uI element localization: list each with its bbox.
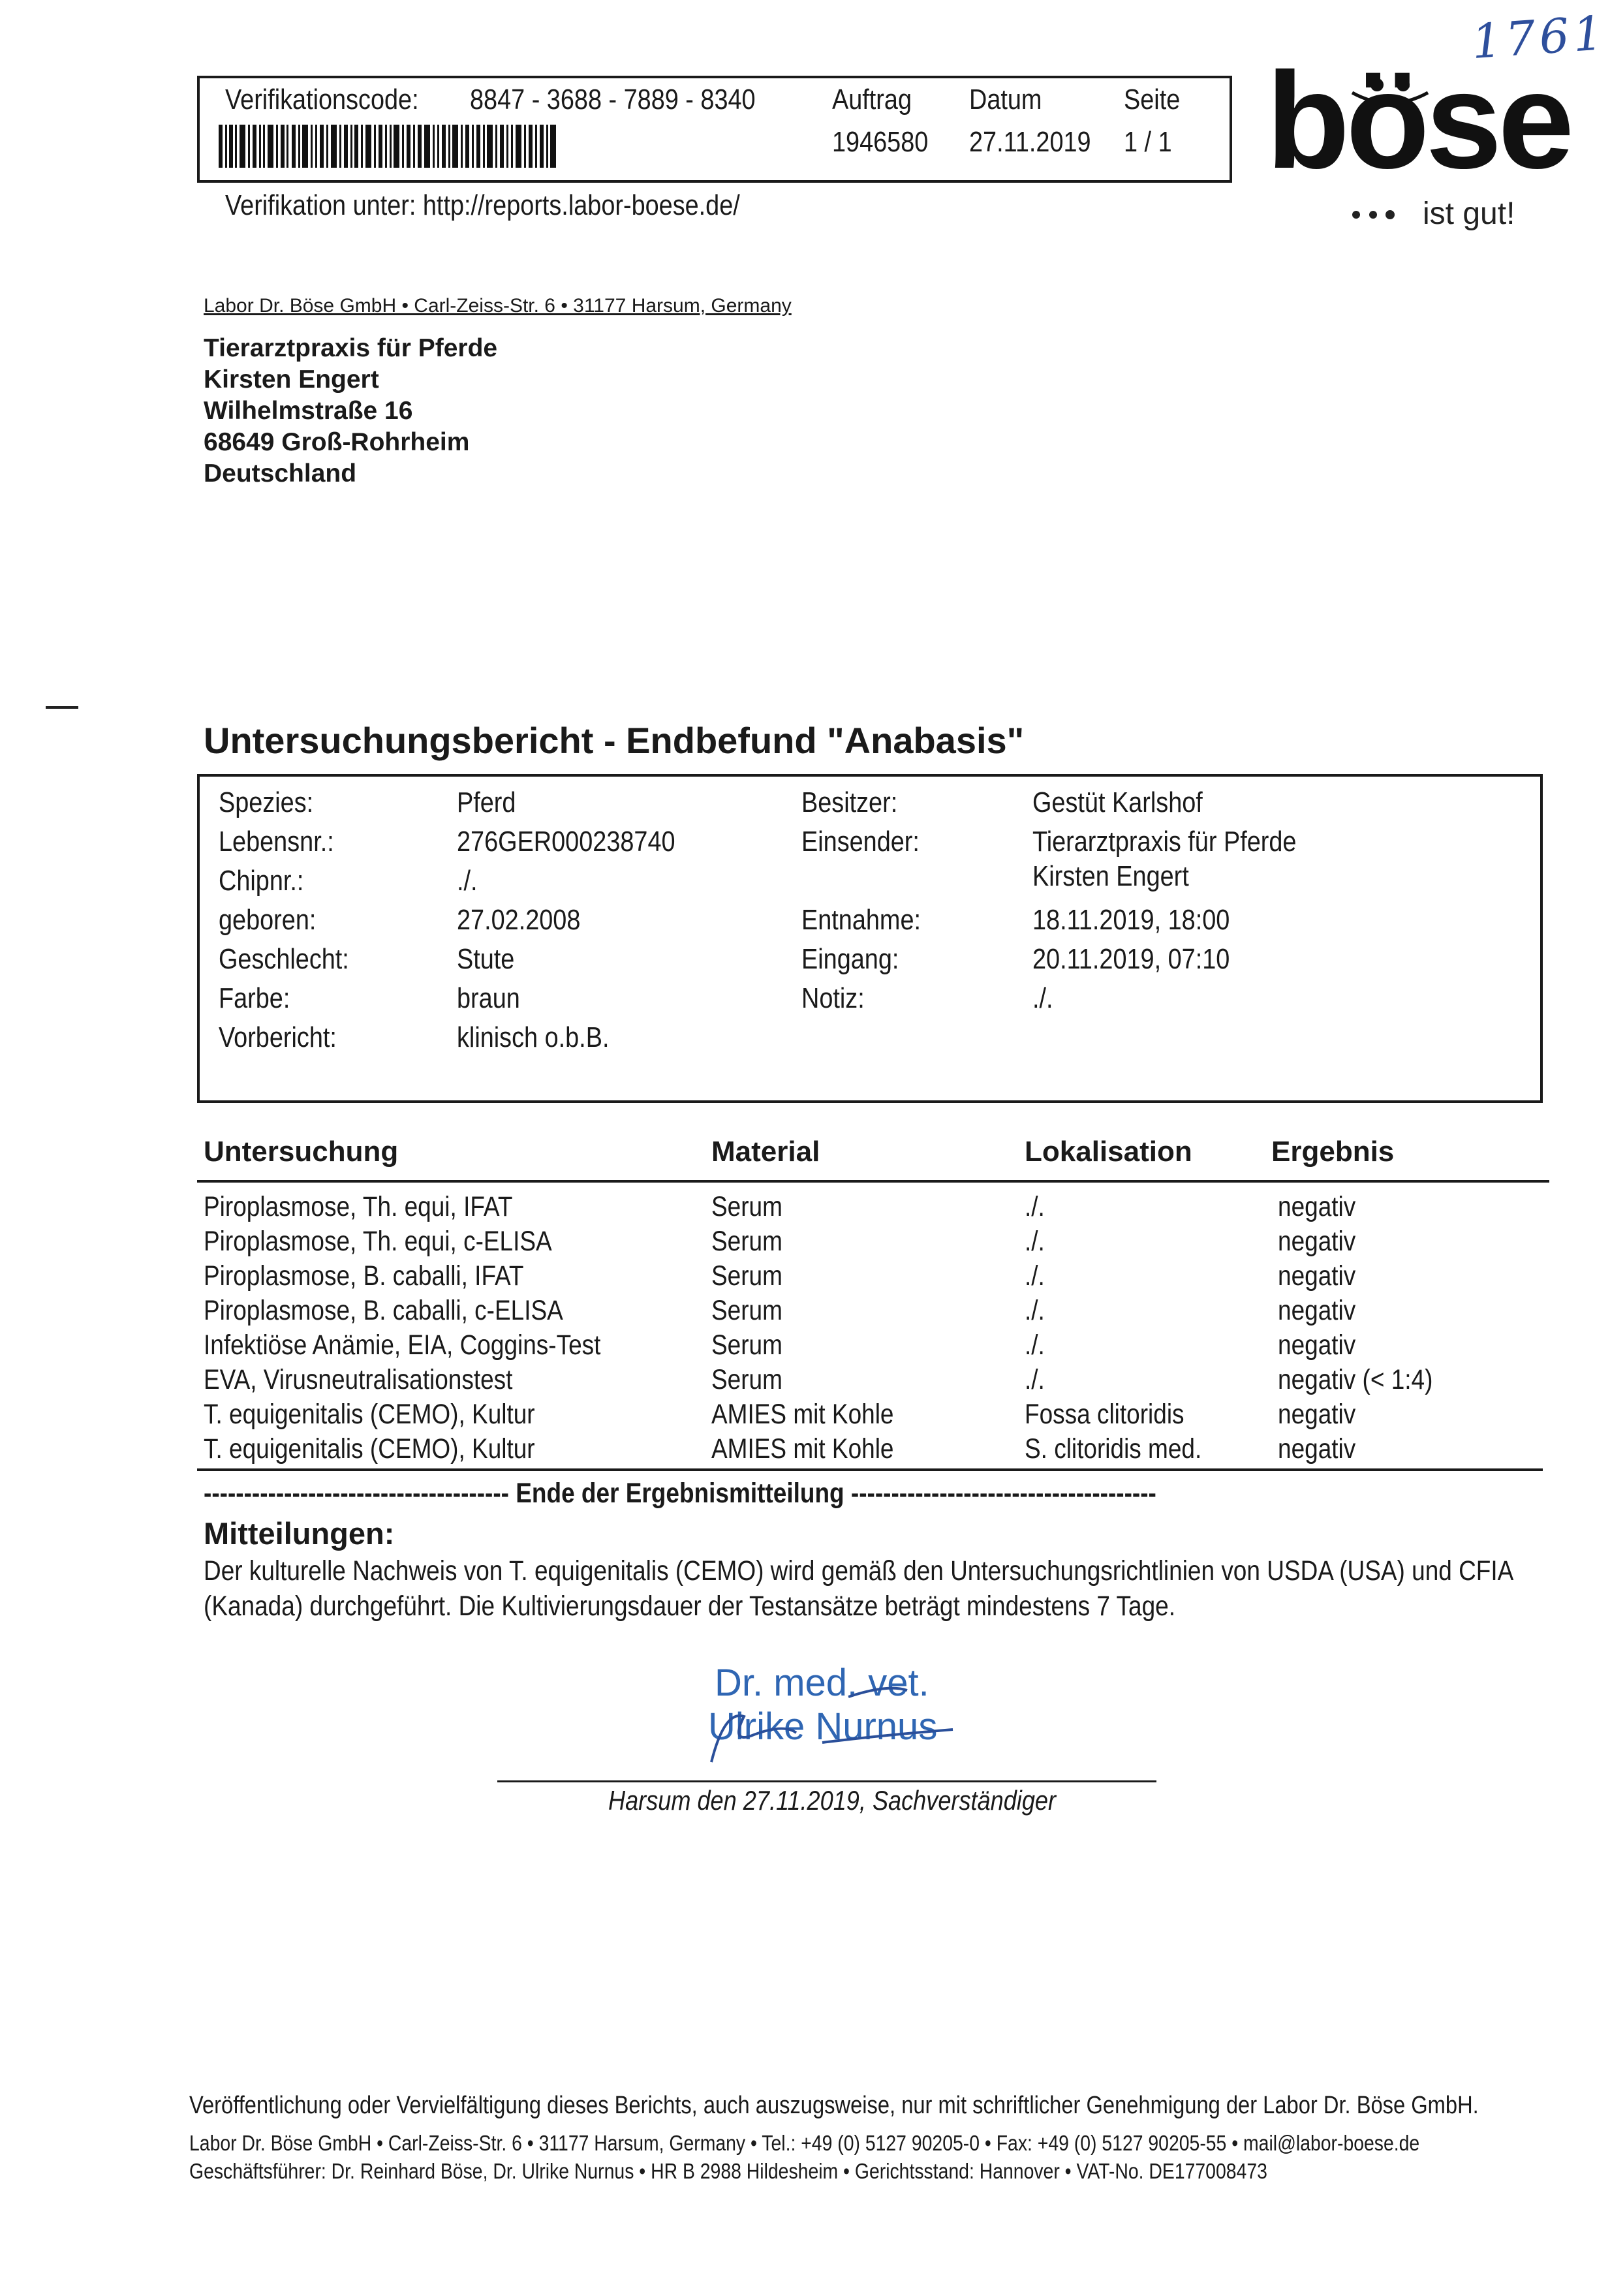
footer-disclaimer: Veröffentlichung oder Vervielfältigung dieses Berichts, auch auszugsweise, nur mit schriftlicher Genehmigung der Labor Dr. Böse GmbH. [189,2092,1479,2119]
order-label: Auftrag [832,84,912,116]
table-cell: AMIES mit Kohle [711,1433,894,1465]
table-cell: ./. [1025,1226,1045,1257]
logo-tagline: ist gut! [1423,196,1515,231]
notes-heading: Mitteilungen: [204,1516,395,1551]
date-label: Datum [969,84,1042,116]
info-value: 276GER000238740 [457,826,675,858]
recipient-line: Deutschland [204,459,357,488]
table-cell: negativ (< 1:4) [1278,1364,1433,1395]
signature-line [497,1780,1156,1782]
barcode [219,125,558,168]
table-cell: negativ [1278,1260,1356,1292]
received-value: 20.11.2019, 07:10 [1032,943,1230,975]
info-value: braun [457,982,520,1014]
table-cell: ./. [1025,1260,1045,1292]
footer-address-line: Labor Dr. Böse GmbH • Carl-Zeiss-Str. 6 • 31177 Harsum, Germany • Tel.: +49 (0) 5127 90205-0 • Fax: +49 (0) 5127 90205-55 • mail@labor-boese.de [189,2131,1420,2155]
notes-paragraph: Der kulturelle Nachweis von T. equigenitalis (CEMO) wird gemäß den Untersuchungsrichtlinien von USDA (USA) und CFIA (Kanada) durchgeführt. Die Kultivierungsdauer der Testansätze beträgt mindestens 7 Tage. [204,1555,1513,1622]
owner-value: Gestüt Karlshof [1032,786,1203,818]
info-label: Lebensnr.: [219,826,334,858]
sender-line: Labor Dr. Böse GmbH • Carl-Zeiss-Str. 6 • 31177 Harsum, Germany [204,295,792,317]
table-cell: Piroplasmose, B. caballi, IFAT [204,1260,524,1292]
info-value: Pferd [457,786,516,818]
table-cell: AMIES mit Kohle [711,1399,894,1430]
received-label: Eingang: [801,943,899,975]
table-cell: ./. [1025,1329,1045,1361]
signature-name: Ulrike Nurnus [708,1705,938,1748]
signature-title: Dr. med. vet. [715,1662,929,1704]
table-cell: negativ [1278,1226,1356,1257]
owner-label: Besitzer: [801,786,898,818]
info-value: Stute [457,943,515,975]
recipient-line: Kirsten Engert [204,365,379,394]
table-cell: ./. [1025,1295,1045,1326]
table-footer-rule [197,1468,1543,1471]
table-cell: ./. [1025,1364,1045,1395]
info-label: Spezies: [219,786,314,818]
signature-caption: Harsum den 27.11.2019, Sachverständiger [608,1785,1057,1816]
table-cell: Fossa clitoridis [1025,1399,1184,1430]
col-header-location: Lokalisation [1025,1136,1192,1168]
table-cell: T. equigenitalis (CEMO), Kultur [204,1433,535,1465]
info-value: klinisch o.b.B. [457,1021,610,1053]
recipient-line: Tierarztpraxis für Pferde [204,334,498,362]
table-cell: ./. [1025,1191,1045,1222]
table-cell: negativ [1278,1295,1356,1326]
page-value: 1 / 1 [1124,126,1172,158]
notes-text [204,1553,1594,1624]
table-cell: T. equigenitalis (CEMO), Kultur [204,1399,535,1430]
table-cell: S. clitoridis med. [1025,1433,1202,1465]
end-of-results: -------------------------------------- Ende der Ergebnismitteilung -------------------------------------- [204,1478,1156,1509]
date-value: 27.11.2019 [969,126,1091,158]
verification-code: 8847 - 3688 - 7889 - 8340 [470,84,756,116]
info-label: Farbe: [219,982,290,1014]
sender-label: Einsender: [801,826,920,858]
report-title: Untersuchungsbericht - Endbefund "Anabasis" [204,720,1025,761]
table-cell: negativ [1278,1329,1356,1361]
logo-dots-icon [1351,208,1403,225]
verification-url: Verifikation unter: http://reports.labor-boese.de/ [225,189,740,221]
patient-info-box [197,774,1543,1103]
table-cell: negativ [1278,1191,1356,1222]
table-header-rule [197,1180,1549,1183]
table-cell: Piroplasmose, Th. equi, c-ELISA [204,1226,552,1257]
recipient-line: 68649 Groß-Rohrheim [204,428,470,456]
handwritten-number: 1761 [1470,5,1609,70]
recipient-address [204,333,497,489]
table-cell: Serum [711,1295,782,1326]
logo-wordmark: böse [1266,44,1571,197]
recipient-line: Wilhelmstraße 16 [204,397,413,425]
sender-value: Tierarztpraxis für Pferde [1032,826,1297,858]
page-label: Seite [1124,84,1181,116]
table-cell: EVA, Virusneutralisationstest [204,1364,513,1395]
order-value: 1946580 [832,126,929,158]
sender-value: Kirsten Engert [1032,860,1189,892]
info-label: geboren: [219,904,317,936]
info-label: Vorbericht: [219,1021,337,1053]
note-value: ./. [1032,982,1053,1014]
info-value: ./. [457,865,478,897]
col-header-material: Material [711,1136,820,1168]
footer-company-info [189,2129,1610,2185]
table-cell: negativ [1278,1433,1356,1465]
verification-label: Verifikationscode: [225,84,419,116]
note-label: Notiz: [801,982,865,1014]
fold-mark [46,706,78,709]
col-header-result: Ergebnis [1271,1136,1395,1168]
table-cell: negativ [1278,1399,1356,1430]
footer-management-line: Geschäftsführer: Dr. Reinhard Böse, Dr. Ulrike Nurnus • HR B 2988 Hildesheim • Gerichtsstand: Hannover • VAT-No. DE177008473 [189,2159,1267,2183]
table-cell: Serum [711,1226,782,1257]
info-value: 27.02.2008 [457,904,581,936]
taken-value: 18.11.2019, 18:00 [1032,904,1230,936]
info-label: Chipnr.: [219,865,304,897]
info-label: Geschlecht: [219,943,349,975]
table-cell: Serum [711,1260,782,1292]
table-cell: Serum [711,1329,782,1361]
signature-scribble-icon [692,1671,966,1775]
col-header-test: Untersuchung [204,1136,399,1168]
table-cell: Piroplasmose, B. caballi, c-ELISA [204,1295,563,1326]
table-cell: Serum [711,1364,782,1395]
taken-label: Entnahme: [801,904,921,936]
table-cell: Piroplasmose, Th. equi, IFAT [204,1191,513,1222]
table-cell: Infektiöse Anämie, EIA, Coggins-Test [204,1329,601,1361]
table-cell: Serum [711,1191,782,1222]
